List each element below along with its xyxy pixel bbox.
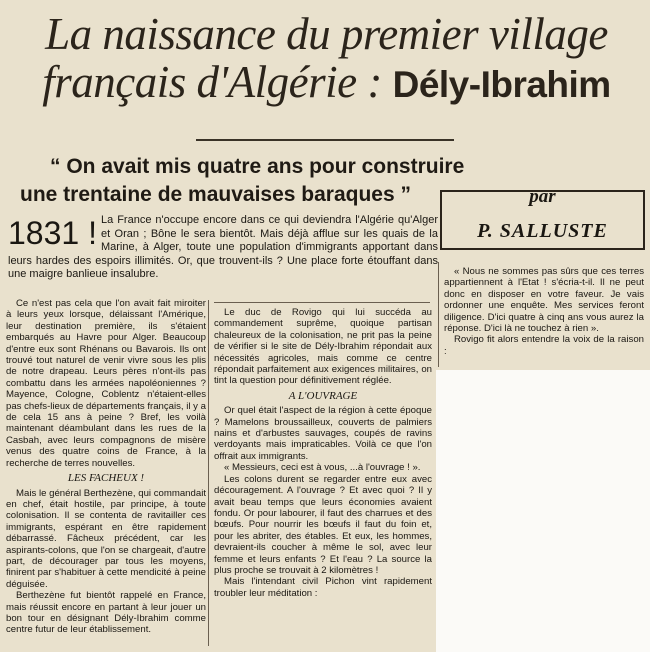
headline-place-name: Dély-Ibrahim [392, 64, 611, 105]
paragraph: « Nous ne sommes pas sûrs que ces terres appartiennent à l'Etat ! s'écria-t-il. Il ne peut donc en disposer en votre faveur. Je vais ordonner une enquête. Mes services feront diligence. D'ici quatre à cinq ans vous aurez la réponse. D'ici là ne touchez à rien ». [444, 266, 644, 335]
column-rule-1 [208, 300, 209, 646]
paragraph: Mais le général Berthezène, qui commandait en chef, était hostile, par principe, à toute colonisation. Il se contenta de ravitailler ces immigrants, espérant en être rapidement débarrassé. Fâcheux précédent, car les aspirants-colons, que l'on se chargeait, d'autre part, de décourager par tous les moyens, finirent par s'habituer à cette mendicité à peine déguisée. [6, 487, 206, 590]
lede-paragraph [8, 214, 438, 282]
column-top-rule [214, 302, 430, 303]
byline-author: P. SALLUSTE [477, 220, 608, 242]
byline-par: par [529, 186, 556, 207]
paragraph: « Messieurs, ceci est à vous, ...à l'ouvrage ! ». [224, 462, 421, 474]
lede-year: 1831 ! [8, 215, 97, 251]
article-column-2 [214, 307, 432, 599]
quote-line2: une trentaine de mauvaises baraques ” [20, 183, 411, 206]
paragraph: Rovigo fit alors entendre la voix de la raison : [444, 334, 644, 357]
paragraph: Mais l'intendant civil Pichon vint rapidement troubler leur méditation : [214, 576, 432, 599]
headline [14, 10, 639, 109]
byline-box [440, 186, 645, 250]
article-column-3 [444, 266, 644, 357]
paragraph: Or quel était l'aspect de la région à cette époque ? Mamelons broussailleux, couverts de palmiers nains et d'arbustes sauvages, coupés de ravins verdoyants mais impraticables. Voilà ce que l'on offrait aux immigrants. [214, 405, 432, 462]
paragraph: Les colons durent se regarder entre eux avec découragement. A l'ouvrage ? Et avec quoi ? Il y avait beau temps que leurs économies avaient fondu. Or pour labourer, il faut des charrues et des bœufs. Pour nourrir les bœufs il faut du foin et, pour les abriter, des étables. Et eux, les hommes, devraient-ils coucher à même le sol, avec leur femme et leurs enfants ? Et l'eau ? La source la plus proche se trouvait à 2 kilomètres ! [214, 473, 432, 576]
headline-line1: La naissance du premier village [45, 9, 608, 59]
paragraph: Le duc de Rovigo qui lui succéda au commandement suprême, quoique partisan chaleureux de la colonisation, ne prit pas la peine de vérifier si le site de Dély-Ibrahim répondait aux nécessités agricoles, mais comme ce centre répondait parfaitement aux exigences militaires, on tint la question pour définitivement réglée. [214, 307, 432, 387]
article-column-1 [6, 298, 206, 636]
section-heading: LES FACHEUX ! [67, 472, 145, 485]
lede-text: La France n'occupe encore dans ce qui deviendra l'Algérie qu'Alger et Oran ; Bône le sera bientôt. Mais déjà afflue sur les quais de la Marine, à Alger, toute une population d'immigrants apportant dans leurs hardes des espoirs illimités. Or, que trouvent-ils ? Une place forte étouffant dans une maigre banlieue insalubre. [8, 214, 438, 280]
blank-clipping-area [436, 370, 650, 652]
headline-rule [196, 139, 454, 141]
quote-line1: “ On avait mis quatre ans pour construire [50, 155, 465, 178]
headline-line2-italic: français d'Algérie : [42, 57, 382, 107]
headline-line2 [14, 58, 639, 109]
paragraph: Ce n'est pas cela que l'on avait fait miroiter à leurs yeux lorsque, délaissant l'Amérique, leur destination première, ils s'étaient embarqués au Havre pour Alger. Beaucoup d'entre eux sont Rhénans ou Bavarois. Ils ont trouvé tout naturel de venir vivre sous les plis de notre drapeau. Leurs pères n'ont-ils pas combattu dans les armées napoléoniennes ? Mayence, Cologne, Coblentz n'étaient-elles pas chefs-lieux de départements français, il y a de cela 15 ans à peine ? Bref, les voilà maintenant déambulant dans les rues de la Casbah, avec leurs compagnons de misère venus des quatre coins de France, à la recherche de terres nouvelles. [6, 298, 206, 469]
column-rule-2 [438, 262, 439, 367]
paragraph: Berthezène fut bientôt rappelé en France, mais réussit encore en partant à leur jouer un bon tour en désignant Dély-Ibrahim comme centre futur de leur établissement. [6, 590, 206, 636]
section-heading: A L'OUVRAGE [288, 389, 358, 402]
